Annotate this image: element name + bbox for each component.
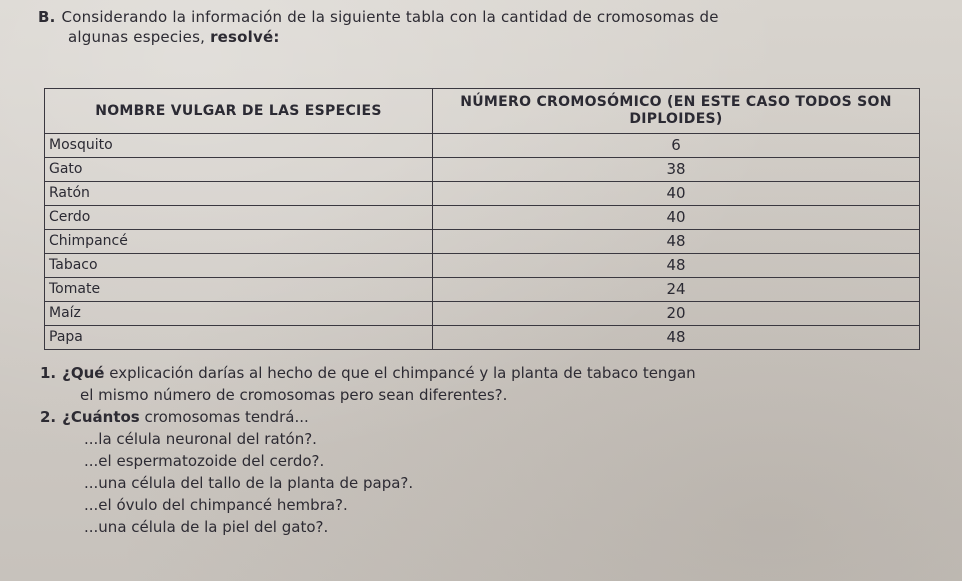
- sub-question: ...el espermatozoide del cerdo?.: [84, 452, 325, 470]
- species-name: Chimpancé: [45, 230, 433, 254]
- question-1: [40, 362, 940, 384]
- table-row: [45, 134, 920, 158]
- species-name: Cerdo: [45, 206, 433, 230]
- chromosome-number: 20: [433, 302, 920, 326]
- chromosome-table-wrapper: [44, 88, 920, 350]
- sub-question: ...la célula neuronal del ratón?.: [84, 430, 317, 448]
- species-name: Tabaco: [45, 254, 433, 278]
- table-row: [45, 206, 920, 230]
- chromosome-number: 6: [433, 134, 920, 158]
- section-heading: [38, 7, 938, 47]
- species-name: Papa: [45, 326, 433, 350]
- table-row: [45, 278, 920, 302]
- header-species-name: NOMBRE VULGAR DE LAS ESPECIES: [45, 89, 433, 134]
- heading-line-1: Considerando la información de la siguiente tabla con la cantidad de cromosomas de: [61, 8, 719, 26]
- chromosome-table: [44, 88, 920, 350]
- species-name: Tomate: [45, 278, 433, 302]
- questions-list: [40, 362, 940, 538]
- question-1-bold: ¿Qué: [62, 364, 105, 382]
- table-row: [45, 254, 920, 278]
- chromosome-number: 48: [433, 254, 920, 278]
- heading-line-2-bold: resolvé:: [210, 28, 280, 46]
- heading-line-2-plain: algunas especies,: [68, 28, 206, 46]
- table-header-row: [45, 89, 920, 134]
- sub-question: ...una célula del tallo de la planta de papa?.: [84, 474, 414, 492]
- table-row: [45, 230, 920, 254]
- table-row: [45, 302, 920, 326]
- species-name: Mosquito: [45, 134, 433, 158]
- chromosome-number: 48: [433, 230, 920, 254]
- question-2-bold: ¿Cuántos: [62, 408, 140, 426]
- header-chromosome-number: NÚMERO CROMOSÓMICO (EN ESTE CASO TODOS SON DIPLOIDES): [433, 89, 920, 134]
- heading-line-2: [38, 27, 938, 47]
- chromosome-number: 48: [433, 326, 920, 350]
- species-name: Ratón: [45, 182, 433, 206]
- question-1-continuation: el mismo número de cromosomas pero sean diferentes?.: [80, 386, 508, 404]
- table-row: [45, 182, 920, 206]
- question-number: 1.: [40, 364, 57, 382]
- sub-question: ...el óvulo del chimpancé hembra?.: [84, 496, 348, 514]
- table-row: [45, 326, 920, 350]
- question-number: 2.: [40, 408, 57, 426]
- species-name: Gato: [45, 158, 433, 182]
- sub-question: ...una célula de la piel del gato?.: [84, 518, 329, 536]
- section-letter: B.: [38, 8, 56, 26]
- table-row: [45, 158, 920, 182]
- chromosome-number: 40: [433, 182, 920, 206]
- chromosome-number: 40: [433, 206, 920, 230]
- question-2-text: cromosomas tendrá...: [144, 408, 309, 426]
- chromosome-number: 24: [433, 278, 920, 302]
- chromosome-number: 38: [433, 158, 920, 182]
- question-1-text: explicación darías al hecho de que el chimpancé y la planta de tabaco tengan: [109, 364, 696, 382]
- question-2: [40, 406, 940, 428]
- species-name: Maíz: [45, 302, 433, 326]
